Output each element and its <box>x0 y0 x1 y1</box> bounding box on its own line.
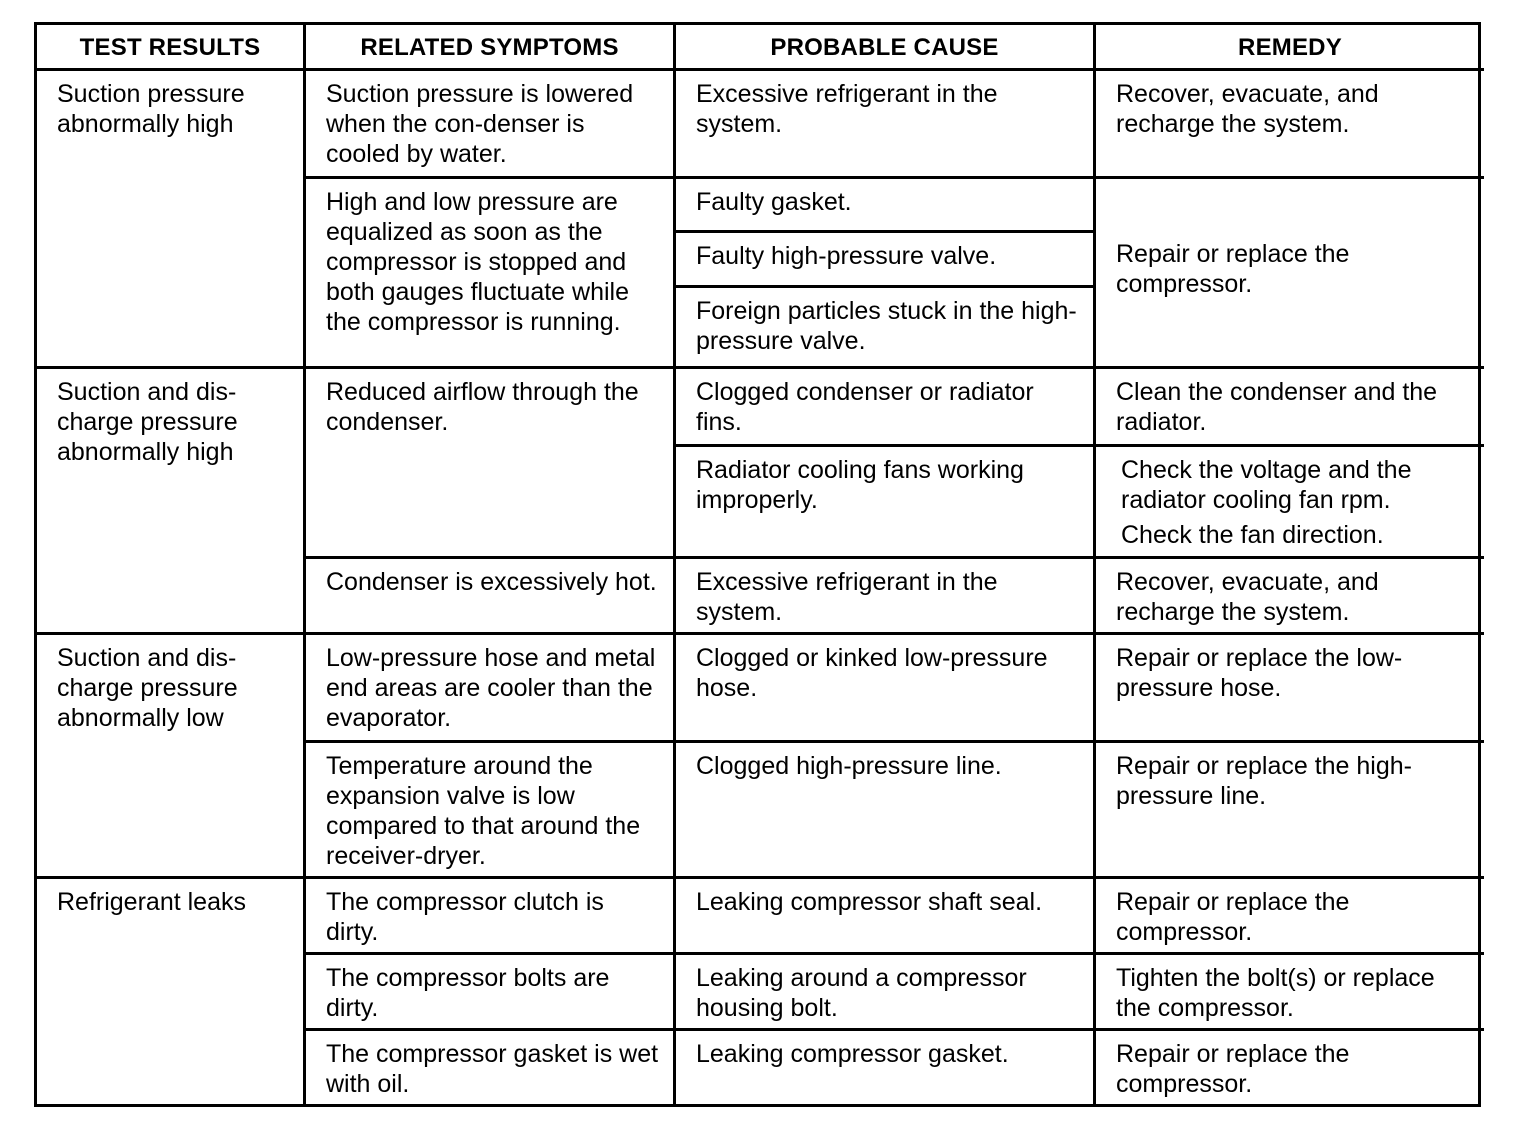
cause-cell <box>676 369 1096 447</box>
remedy-cell <box>1096 369 1484 447</box>
test-result-text: Suction and dis-charge pressure abnormally low <box>57 644 238 732</box>
remedy-cell <box>1096 635 1484 743</box>
remedy-cell <box>1096 1031 1484 1106</box>
symptom-text: High and low pressure are equalized as soon as the compressor is stopped and both gauges fluctuate while the compressor is running. <box>326 188 629 336</box>
remedy-text: Repair or replace the compressor. <box>1116 888 1350 946</box>
symptom-cell <box>306 743 676 879</box>
symptom-text: Condenser is excessively hot. <box>326 568 657 596</box>
symptom-text: Reduced airflow through the condenser. <box>326 378 639 436</box>
cause-cell <box>676 743 1096 879</box>
cause-text: Foreign particles stuck in the high-pressure valve. <box>696 297 1077 355</box>
cause-text: Faulty gasket. <box>696 188 852 216</box>
cause-subcell <box>676 288 1093 366</box>
cause-text: Clogged high-pressure line. <box>696 752 1002 780</box>
remedy-cell <box>1096 743 1484 879</box>
header-related-symptoms: RELATED SYMPTOMS <box>306 25 676 71</box>
symptom-cell <box>306 559 676 635</box>
symptom-text: The compressor bolts are dirty. <box>326 964 610 1022</box>
remedy-text: Repair or replace the compressor. <box>1116 239 1350 298</box>
remedy-cell <box>1096 447 1484 559</box>
test-result-text: Refrigerant leaks <box>57 888 246 916</box>
symptom-cell <box>306 635 676 743</box>
cause-text: Clogged or kinked low-pressure hose. <box>696 644 1048 702</box>
test-result-cell <box>37 71 306 369</box>
cause-text: Leaking around a compressor housing bolt. <box>696 964 1027 1022</box>
test-result-cell <box>37 635 306 879</box>
remedy-text: Repair or replace the high-pressure line. <box>1116 752 1412 810</box>
symptom-cell <box>306 369 676 559</box>
cause-cell <box>676 559 1096 635</box>
symptom-text: The compressor gasket is wet with oil. <box>326 1040 659 1098</box>
symptom-text: The compressor clutch is dirty. <box>326 888 604 946</box>
remedy-text: Check the fan direction. <box>1121 521 1384 549</box>
remedy-cell <box>1096 879 1484 955</box>
remedy-cell <box>1096 71 1484 179</box>
test-result-cell <box>37 369 306 635</box>
symptom-cell <box>306 71 676 179</box>
cause-text: Excessive refrigerant in the system. <box>696 80 998 138</box>
cause-cell <box>676 71 1096 179</box>
symptom-text: Temperature around the expansion valve is low compared to that around the receiver-dryer. <box>326 752 641 870</box>
header-probable-cause: PROBABLE CAUSE <box>676 25 1096 71</box>
test-result-text: Suction pressure abnormally high <box>57 80 245 138</box>
remedy-cell <box>1096 559 1484 635</box>
symptom-cell <box>306 1031 676 1106</box>
header-test-results: TEST RESULTS <box>37 25 306 71</box>
remedy-text: Recover, evacuate, and recharge the system. <box>1116 80 1379 138</box>
header-remedy: REMEDY <box>1096 25 1484 71</box>
test-result-text: Suction and dis-charge pressure abnormally high <box>57 378 238 466</box>
symptom-cell <box>306 879 676 955</box>
cause-subcell <box>676 233 1093 288</box>
cause-cell <box>676 1031 1096 1106</box>
cause-text: Faulty high-pressure valve. <box>696 242 997 270</box>
remedy-cell <box>1096 179 1484 369</box>
remedy-text: Tighten the bolt(s) or replace the compressor. <box>1116 964 1435 1022</box>
cause-cell <box>676 447 1096 559</box>
cause-cell <box>676 635 1096 743</box>
cause-cell <box>676 955 1096 1031</box>
symptom-cell <box>306 955 676 1031</box>
symptom-cell <box>306 179 676 369</box>
cause-text: Leaking compressor gasket. <box>696 1040 1009 1068</box>
symptom-text: Suction pressure is lowered when the con-denser is cooled by water. <box>326 80 634 168</box>
remedy-text: Check the voltage and the radiator cooling fan rpm. <box>1121 456 1412 514</box>
remedy-text: Repair or replace the low-pressure hose. <box>1116 644 1403 702</box>
symptom-text: Low-pressure hose and metal end areas are cooler than the evaporator. <box>326 644 656 732</box>
cause-text: Excessive refrigerant in the system. <box>696 568 998 626</box>
remedy-cell <box>1096 955 1484 1031</box>
cause-text: Leaking compressor shaft seal. <box>696 888 1043 916</box>
remedy-text: Repair or replace the compressor. <box>1116 1040 1350 1098</box>
cause-cell-split <box>676 179 1096 369</box>
remedy-text: Recover, evacuate, and recharge the system. <box>1116 568 1379 626</box>
cause-subcell <box>676 179 1093 233</box>
troubleshooting-table <box>34 22 1481 1107</box>
cause-text: Clogged condenser or radiator fins. <box>696 378 1034 436</box>
remedy-text: Clean the condenser and the radiator. <box>1116 378 1438 436</box>
cause-cell <box>676 879 1096 955</box>
test-result-cell <box>37 879 306 1106</box>
cause-text: Radiator cooling fans working improperly. <box>696 456 1024 514</box>
